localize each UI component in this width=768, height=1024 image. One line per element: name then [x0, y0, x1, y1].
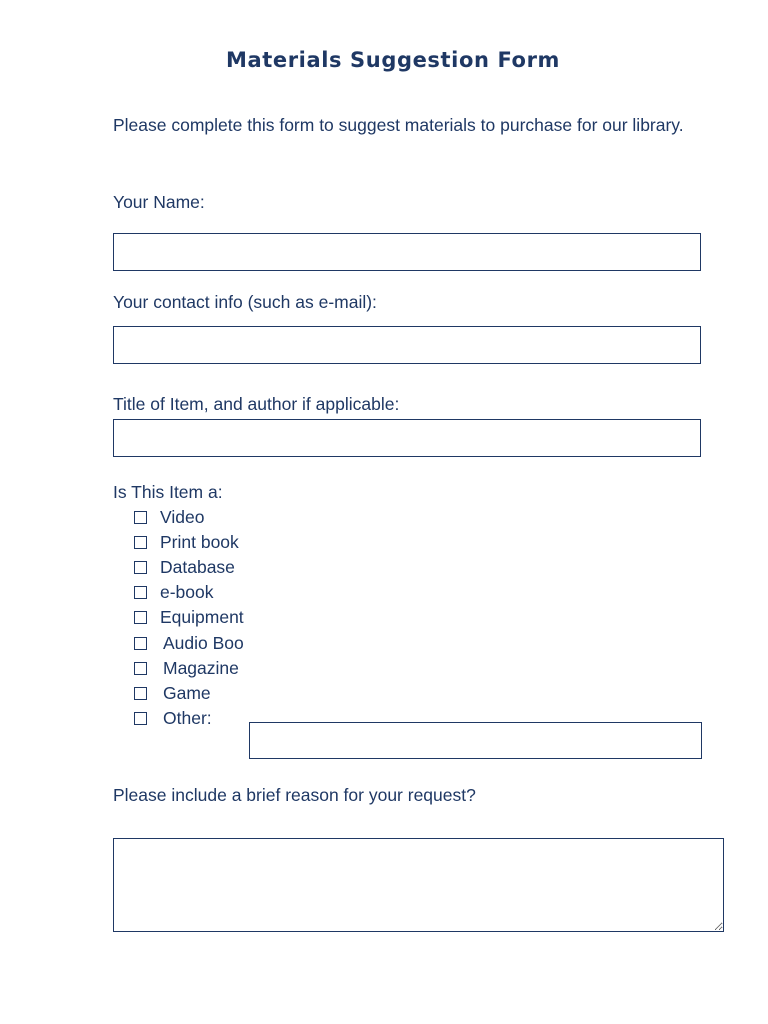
- checkbox-video[interactable]: [134, 511, 147, 524]
- checkbox-equipment[interactable]: [134, 611, 147, 624]
- option-print-book-label: Print book: [160, 531, 239, 552]
- option-other[interactable]: [134, 706, 212, 730]
- option-equipment[interactable]: [134, 605, 244, 629]
- reason-label: Please include a brief reason for your request?: [113, 785, 476, 805]
- option-audio-book-label: Audio Boo: [163, 632, 244, 653]
- checkbox-audio-book[interactable]: [134, 637, 147, 650]
- option-equipment-label: Equipment: [160, 606, 244, 627]
- form-title: Materials Suggestion Form: [225, 48, 561, 72]
- checkbox-game[interactable]: [134, 687, 147, 700]
- checkbox-other[interactable]: [134, 712, 147, 725]
- name-label: Your Name:: [113, 192, 205, 212]
- checkbox-ebook[interactable]: [134, 586, 147, 599]
- option-ebook[interactable]: [134, 580, 214, 604]
- option-print-book[interactable]: [134, 530, 239, 554]
- option-magazine-label: Magazine: [163, 657, 239, 678]
- option-ebook-label: e-book: [160, 581, 214, 602]
- item-title-field[interactable]: [113, 419, 701, 457]
- option-audio-book[interactable]: [134, 631, 244, 655]
- option-video-label: Video: [160, 506, 205, 527]
- name-field[interactable]: [113, 233, 701, 271]
- option-game[interactable]: [134, 681, 211, 705]
- form-intro: Please complete this form to suggest materials to purchase for our library.: [113, 115, 684, 135]
- checkbox-database[interactable]: [134, 561, 147, 574]
- item-type-label: Is This Item a:: [113, 482, 223, 502]
- option-database[interactable]: [134, 555, 235, 579]
- checkbox-print-book[interactable]: [134, 536, 147, 549]
- option-other-label: Other:: [163, 707, 212, 728]
- contact-label: Your contact info (such as e-mail):: [113, 292, 377, 312]
- checkbox-magazine[interactable]: [134, 662, 147, 675]
- contact-field[interactable]: [113, 326, 701, 364]
- item-title-label: Title of Item, and author if applicable:: [113, 394, 400, 414]
- option-magazine[interactable]: [134, 656, 239, 680]
- option-game-label: Game: [163, 682, 211, 703]
- reason-field[interactable]: [113, 838, 724, 932]
- option-video[interactable]: [134, 505, 204, 529]
- other-field[interactable]: [249, 722, 702, 759]
- option-database-label: Database: [160, 556, 235, 577]
